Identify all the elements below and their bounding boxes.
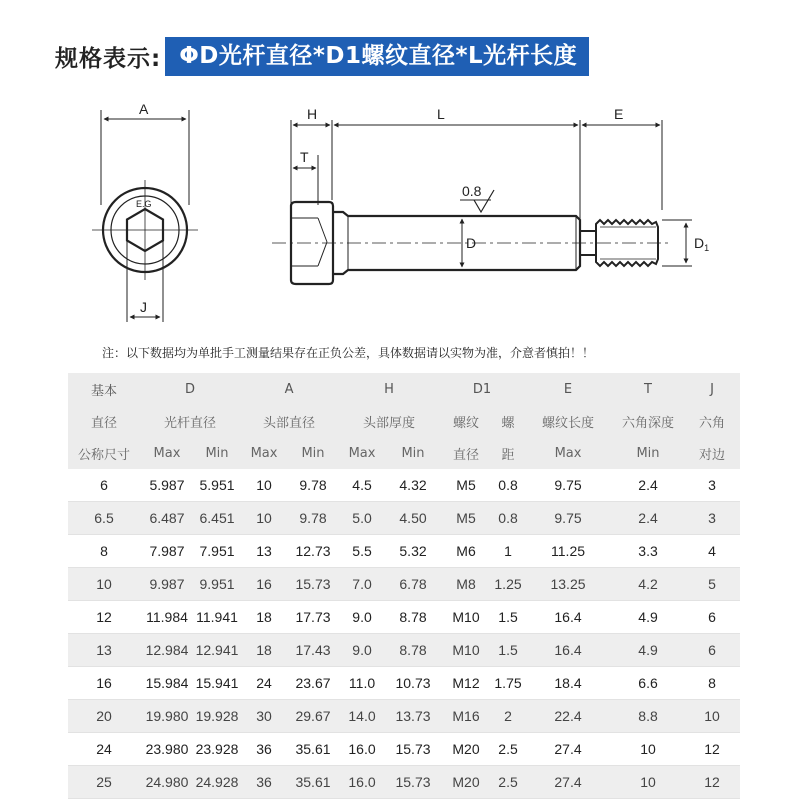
table-cell: 27.4	[524, 766, 612, 799]
header-cell: E	[524, 373, 612, 405]
table-cell: 10.73	[386, 667, 440, 700]
table-cell: 6	[684, 601, 740, 634]
table-cell: 2	[492, 700, 524, 733]
table-cell: 1	[492, 535, 524, 568]
table-cell: 13	[240, 535, 288, 568]
table-row	[68, 700, 740, 733]
table-cell: 7.0	[338, 568, 386, 601]
table-cell: 18	[240, 634, 288, 667]
table-cell: 2.5	[492, 733, 524, 766]
header-cell: 螺纹长度	[524, 405, 612, 437]
header-cell: 六角	[684, 405, 740, 437]
table-cell: 23.980	[140, 733, 194, 766]
table-header-row-2	[68, 405, 740, 437]
table-row	[68, 667, 740, 700]
header-cell: T	[612, 373, 684, 405]
table-cell: 13.73	[386, 700, 440, 733]
table-cell: M20	[440, 766, 492, 799]
table-cell: 24	[68, 733, 140, 766]
table-cell: 16.0	[338, 733, 386, 766]
table-cell: 6.78	[386, 568, 440, 601]
table-cell: 5.5	[338, 535, 386, 568]
table-cell: 2.5	[492, 766, 524, 799]
table-cell: 10	[240, 502, 288, 535]
table-cell: 10	[612, 733, 684, 766]
table-row	[68, 535, 740, 568]
table-cell: 11.984	[140, 601, 194, 634]
table-cell: M5	[440, 502, 492, 535]
dim-label-l: L	[437, 106, 445, 122]
table-cell: 9.0	[338, 601, 386, 634]
table-cell: 6.451	[194, 502, 240, 535]
table-cell: 1.5	[492, 601, 524, 634]
header-cell: Min	[288, 437, 338, 469]
table-cell: 5.0	[338, 502, 386, 535]
table-cell: 8.78	[386, 634, 440, 667]
header-cell: Max	[338, 437, 386, 469]
table-cell: 3	[684, 502, 740, 535]
table-cell: 1.75	[492, 667, 524, 700]
table-cell: 9.78	[288, 502, 338, 535]
header-cell: 公称尺寸	[68, 437, 140, 469]
table-cell: 36	[240, 766, 288, 799]
table-cell: 19.928	[194, 700, 240, 733]
table-cell: 5.987	[140, 469, 194, 502]
header-cell: 六角深度	[612, 405, 684, 437]
header-cell: J	[684, 373, 740, 405]
shoulder-bolt-drawing	[0, 90, 800, 340]
header-cell: 头部直径	[240, 405, 338, 437]
dim-label-eg: E.G	[136, 199, 152, 209]
table-cell: 15.941	[194, 667, 240, 700]
table-row	[68, 502, 740, 535]
header-cell: 直径	[440, 437, 492, 469]
table-cell: 13	[68, 634, 140, 667]
table-cell: M20	[440, 733, 492, 766]
table-cell: 4.2	[612, 568, 684, 601]
table-cell: 16.4	[524, 634, 612, 667]
table-cell: 3.3	[612, 535, 684, 568]
table-cell: 29.67	[288, 700, 338, 733]
table-cell: 9.75	[524, 502, 612, 535]
table-cell: 6.6	[612, 667, 684, 700]
table-row	[68, 634, 740, 667]
table-cell: 7.987	[140, 535, 194, 568]
table-cell: 23.928	[194, 733, 240, 766]
table-cell: 8.78	[386, 601, 440, 634]
table-cell: 36	[240, 733, 288, 766]
spec-formula-banner: ΦD光杆直径*D1螺纹直径*L光杆长度	[165, 37, 589, 76]
dim-label-h: H	[307, 106, 318, 122]
table-cell: 4.9	[612, 634, 684, 667]
table-cell: 35.61	[288, 733, 338, 766]
table-cell: 11.25	[524, 535, 612, 568]
table-cell: 19.980	[140, 700, 194, 733]
table-cell: 23.67	[288, 667, 338, 700]
table-cell: 14.0	[338, 700, 386, 733]
table-cell: 9.78	[288, 469, 338, 502]
table-cell: 10	[68, 568, 140, 601]
header-cell: Max	[240, 437, 288, 469]
table-cell: 5	[684, 568, 740, 601]
table-cell: 20	[68, 700, 140, 733]
table-cell: M12	[440, 667, 492, 700]
table-cell: 30	[240, 700, 288, 733]
table-cell: 16	[240, 568, 288, 601]
header-cell: D1	[440, 373, 524, 405]
table-row	[68, 469, 740, 502]
table-cell: 11.941	[194, 601, 240, 634]
table-cell: 6	[68, 469, 140, 502]
header-cell: Max	[140, 437, 194, 469]
dim-label-t: T	[300, 149, 309, 165]
table-cell: 12.73	[288, 535, 338, 568]
header-cell: H	[338, 373, 440, 405]
table-cell: 6.487	[140, 502, 194, 535]
table-cell: 12	[684, 733, 740, 766]
table-cell: 8.8	[612, 700, 684, 733]
dim-label-a: A	[139, 101, 149, 117]
spec-header	[55, 36, 589, 76]
table-cell: 6	[684, 634, 740, 667]
table-cell: 7.951	[194, 535, 240, 568]
header-cell: A	[240, 373, 338, 405]
roughness-label: 0.8	[462, 183, 482, 199]
table-cell: 17.43	[288, 634, 338, 667]
table-cell: M8	[440, 568, 492, 601]
header-cell: 头部厚度	[338, 405, 440, 437]
table-cell: 1.25	[492, 568, 524, 601]
table-row	[68, 766, 740, 799]
end-view	[92, 110, 198, 322]
table-cell: 22.4	[524, 700, 612, 733]
table-cell: 9.75	[524, 469, 612, 502]
table-cell: 4.50	[386, 502, 440, 535]
table-cell: 15.984	[140, 667, 194, 700]
table-cell: 24.980	[140, 766, 194, 799]
table-cell: 10	[612, 766, 684, 799]
table-cell: M16	[440, 700, 492, 733]
table-cell: 24.928	[194, 766, 240, 799]
table-cell: 12	[68, 601, 140, 634]
dim-label-j: J	[140, 299, 147, 315]
table-cell: 27.4	[524, 733, 612, 766]
table-cell: 10	[684, 700, 740, 733]
table-cell: 18	[240, 601, 288, 634]
table-cell: 12.984	[140, 634, 194, 667]
table-cell: 13.25	[524, 568, 612, 601]
table-cell: 16.0	[338, 766, 386, 799]
table-cell: 4	[684, 535, 740, 568]
dim-label-d1: $D_1$	[694, 235, 710, 253]
table-cell: 16.4	[524, 601, 612, 634]
table-cell: M10	[440, 601, 492, 634]
header-cell: 基本	[68, 373, 140, 405]
table-cell: 4.32	[386, 469, 440, 502]
header-cell: Min	[194, 437, 240, 469]
table-cell: 12.941	[194, 634, 240, 667]
table-row	[68, 568, 740, 601]
header-cell: 距	[492, 437, 524, 469]
table-cell: 16	[68, 667, 140, 700]
side-view	[272, 120, 692, 284]
table-row	[68, 733, 740, 766]
spec-table	[68, 373, 740, 799]
table-header-row-3	[68, 437, 740, 469]
header-cell: 螺纹	[440, 405, 492, 437]
disclaimer-note: 注：以下数据均为单批手工测量结果存在正负公差，具体数据请以实物为准，介意者慎拍！！	[102, 346, 595, 360]
table-cell: 2.4	[612, 502, 684, 535]
table-cell: 15.73	[386, 733, 440, 766]
table-cell: 5.32	[386, 535, 440, 568]
header-cell: Min	[612, 437, 684, 469]
table-cell: 15.73	[288, 568, 338, 601]
table-cell: 2.4	[612, 469, 684, 502]
table-cell: 4.5	[338, 469, 386, 502]
table-cell: 4.9	[612, 601, 684, 634]
table-cell: M5	[440, 469, 492, 502]
table-cell: 9.0	[338, 634, 386, 667]
table-cell: 18.4	[524, 667, 612, 700]
table-cell: 25	[68, 766, 140, 799]
table-cell: 24	[240, 667, 288, 700]
table-cell: 10	[240, 469, 288, 502]
table-cell: M6	[440, 535, 492, 568]
dim-label-d: D	[466, 235, 477, 251]
dim-label-e: E	[614, 106, 624, 122]
table-cell: 9.987	[140, 568, 194, 601]
table-cell: 17.73	[288, 601, 338, 634]
table-cell: 12	[684, 766, 740, 799]
table-cell: 5.951	[194, 469, 240, 502]
table-cell: 35.61	[288, 766, 338, 799]
table-header-row-1	[68, 373, 740, 405]
spec-label: 规格表示:	[55, 45, 162, 72]
table-cell: 0.8	[492, 469, 524, 502]
table-cell: 1.5	[492, 634, 524, 667]
header-cell: 对边	[684, 437, 740, 469]
table-cell: 8	[684, 667, 740, 700]
header-cell: D	[140, 373, 240, 405]
header-cell: 螺	[492, 405, 524, 437]
table-cell: 0.8	[492, 502, 524, 535]
header-cell: 直径	[68, 405, 140, 437]
table-cell: 8	[68, 535, 140, 568]
table-cell: 9.951	[194, 568, 240, 601]
table-cell: 6.5	[68, 502, 140, 535]
table-row	[68, 601, 740, 634]
table-cell: M10	[440, 634, 492, 667]
table-cell: 3	[684, 469, 740, 502]
header-cell: Min	[386, 437, 440, 469]
header-cell: 光杆直径	[140, 405, 240, 437]
header-cell: Max	[524, 437, 612, 469]
table-cell: 11.0	[338, 667, 386, 700]
table-cell: 15.73	[386, 766, 440, 799]
